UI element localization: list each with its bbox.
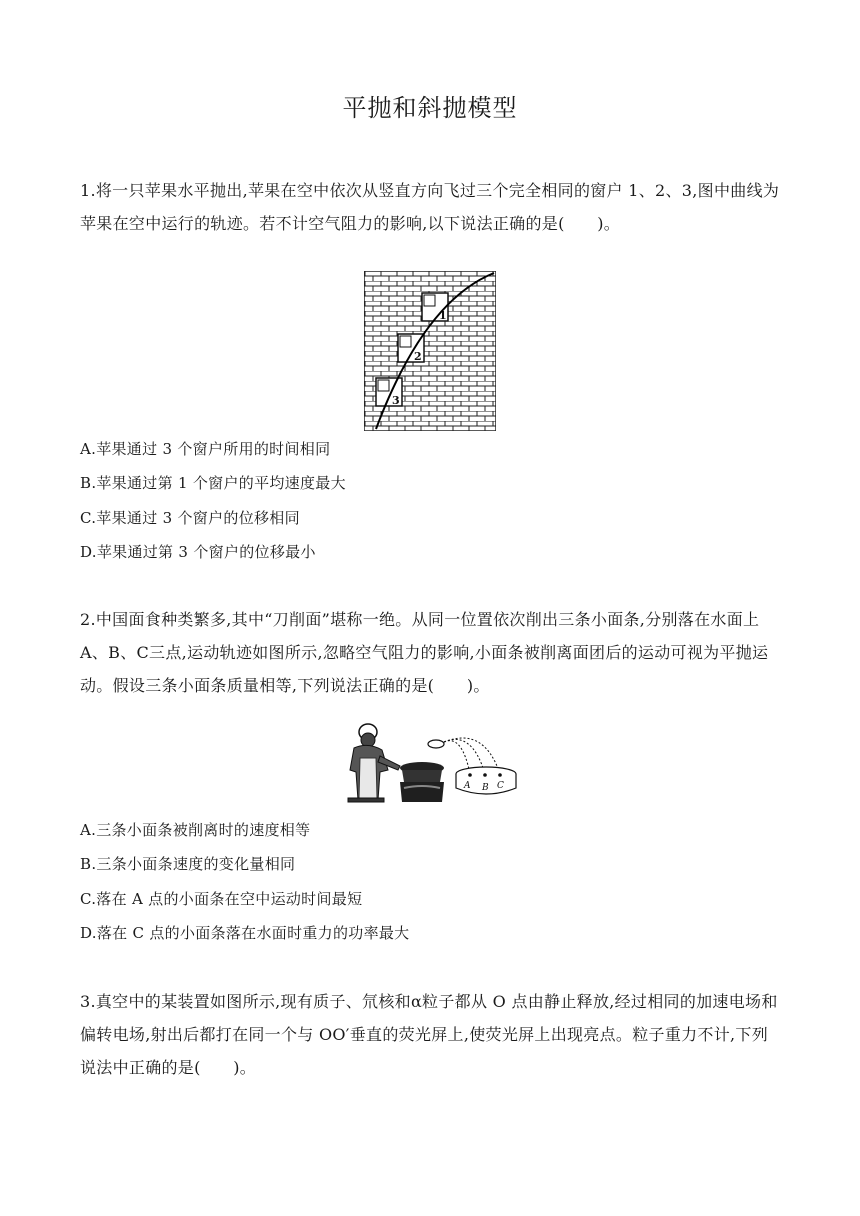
- point-label-a: A: [464, 781, 471, 791]
- brick-wall-window-figure: [364, 271, 496, 431]
- question-1-text: 1.将一只苹果水平抛出,苹果在空中依次从竖直方向飞过三个完全相同的窗户 1、2、3,图中曲线为苹果在空中运行的轨迹。若不计空气阻力的影响,以下说法正确的是( )。: [80, 181, 780, 233]
- q1-option-c: C.苹果通过 3 个窗户的位移相同: [80, 509, 300, 527]
- question-3-text: 3.真空中的某装置如图所示,现有质子、氘核和α粒子都从 O 点由静止释放,经过相同的加速电场和偏转电场,射出后都打在同一个与 OO′垂直的荧光屏上,使荧光屏上出现亮点。粒子重力不计,下列说法中正确的是( )。: [80, 992, 778, 1077]
- q1-option-b: B.苹果通过第 1 个窗户的平均速度最大: [80, 474, 346, 492]
- q1-option-d: D.苹果通过第 3 个窗户的位移最小: [80, 543, 316, 561]
- window-label-3: 3: [392, 394, 400, 407]
- window-label-1: 1: [439, 309, 447, 322]
- q2-option-c: C.落在 A 点的小面条在空中运动时间最短: [80, 890, 363, 908]
- question-2-text: 2.中国面食种类繁多,其中“刀削面”堪称一绝。从同一位置依次削出三条小面条,分别落在水面上 A、B、C三点,运动轨迹如图所示,忽略空气阻力的影响,小面条被削离面团后的运动可视为平抛运动。假设三条小面条质量相等,下列说法正确的是( )。: [80, 610, 769, 695]
- q2-option-d: D.落在 C 点的小面条落在水面时重力的功率最大: [80, 924, 410, 942]
- window-label-2: 2: [414, 350, 422, 363]
- q1-option-a: A.苹果通过 3 个窗户所用的时间相同: [80, 440, 331, 458]
- window-3: [376, 378, 402, 407]
- q2-option-b: B.三条小面条速度的变化量相同: [80, 855, 296, 873]
- water-basin: [456, 767, 516, 794]
- q2-option-a: A.三条小面条被削离时的速度相等: [80, 821, 311, 839]
- stove-illustration: [400, 762, 444, 802]
- page-title: 平抛和斜抛模型: [342, 94, 518, 122]
- dough-loop: [428, 740, 444, 748]
- point-label-b: B: [482, 783, 489, 793]
- point-label-c: C: [497, 781, 504, 791]
- chef-illustration: [348, 724, 400, 802]
- noodle-cutting-figure: [344, 718, 520, 804]
